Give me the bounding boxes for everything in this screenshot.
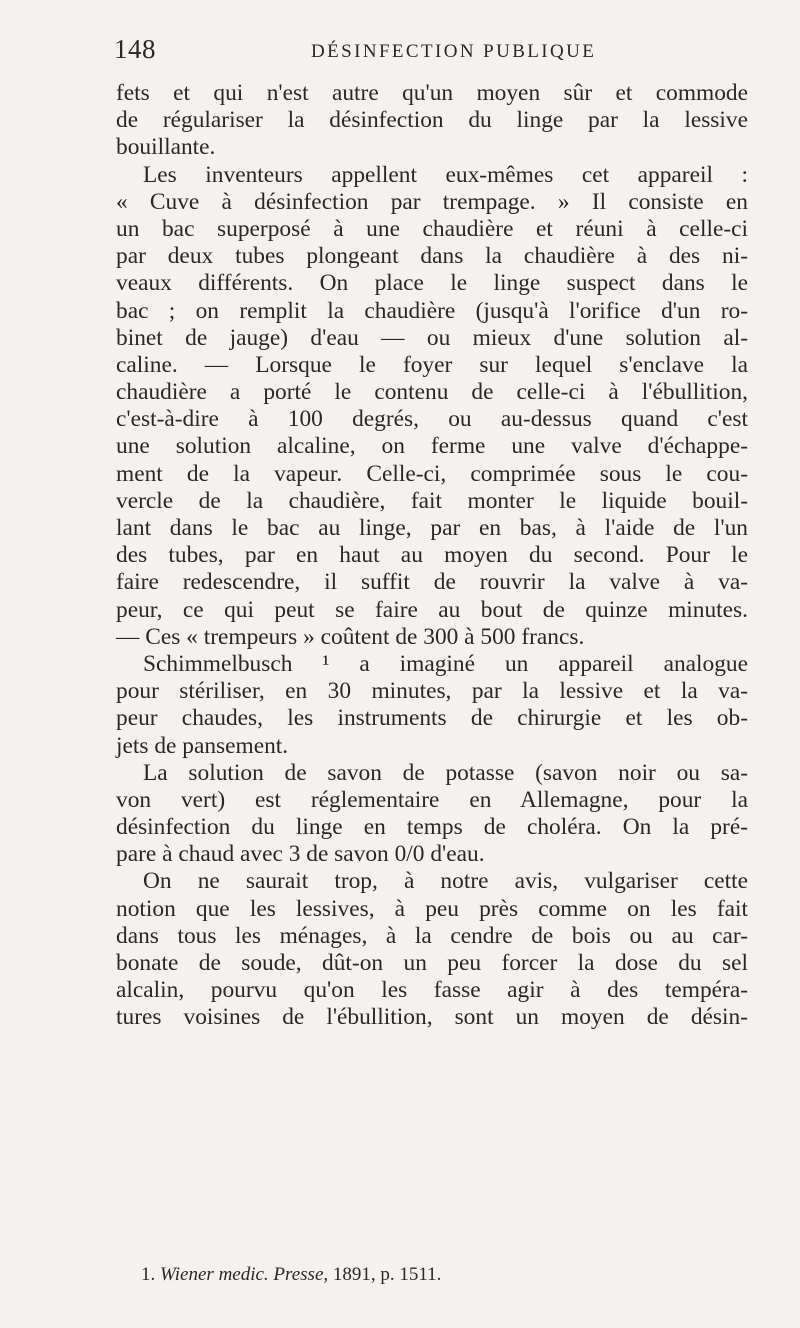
text-line: von vert) est réglementaire en Allemagne, pour la bbox=[116, 786, 748, 813]
text-line: par deux tubes plongeant dans la chaudière à des ni- bbox=[116, 243, 748, 270]
text-line: « Cuve à désinfection par trempage. » Il consiste en bbox=[116, 188, 748, 215]
text-line: On ne saurait trop, à notre avis, vulgariser cette bbox=[143, 868, 748, 895]
text-line: vercle de la chaudière, fait monter le liquide bouil- bbox=[116, 487, 748, 514]
text-line: bac ; on remplit la chaudière (jusqu'à l'orifice d'un ro- bbox=[116, 297, 748, 324]
text-line: pare à chaud avec 3 de savon 0/0 d'eau. bbox=[116, 841, 485, 868]
footnote-number: 1. bbox=[141, 1264, 156, 1285]
text-line: dans tous les ménages, à la cendre de bois ou au car- bbox=[116, 922, 748, 949]
page-number: 148 bbox=[114, 34, 156, 64]
text-line: un bac superposé à une chaudière et réuni à celle-ci bbox=[116, 215, 748, 242]
text-line: faire redescendre, il suffit de rouvrir la valve à va- bbox=[116, 569, 748, 596]
text-line: désinfection du linge en temps de choléra. On la pré- bbox=[116, 814, 748, 841]
text-line: de régulariser la désinfection du linge par la lessive bbox=[116, 107, 748, 134]
text-line: pour stériliser, en 30 minutes, par la lessive et la va- bbox=[116, 678, 748, 705]
text-line: fets et qui n'est autre qu'un moyen sûr et commode bbox=[116, 80, 748, 106]
text-line: peur, ce qui peut se faire au bout de quinze minutes. bbox=[116, 596, 748, 623]
text-line: peur chaudes, les instruments de chirurgie et les ob- bbox=[116, 705, 748, 732]
text-line: notion que les lessives, à peu près comme on les fait bbox=[116, 895, 748, 922]
text-line: bonate de soude, dût-on un peu forcer la dose du sel bbox=[116, 950, 748, 976]
text-line: lant dans le bac au linge, par en bas, à l'aide de l'un bbox=[116, 515, 748, 541]
text-line: des tubes, par en haut au moyen du second. Pour le bbox=[116, 542, 748, 569]
body-text bbox=[116, 80, 748, 1032]
footnote-journal: Wiener medic. Presse, bbox=[160, 1264, 329, 1285]
text-line: binet de jauge) d'eau — ou mieux d'une solution al- bbox=[116, 324, 748, 351]
text-line: La solution de savon de potasse (savon noir ou sa- bbox=[143, 759, 748, 786]
text-line: jets de pansement. bbox=[116, 732, 289, 759]
text-line: ment de la vapeur. Celle-ci, comprimée sous le cou- bbox=[116, 460, 748, 487]
footnote-details: 1891, p. 1511. bbox=[332, 1264, 442, 1285]
text-line: chaudière a porté le contenu de celle-ci à l'ébullition, bbox=[116, 379, 748, 406]
text-line: tures voisines de l'ébullition, sont un moyen de désin- bbox=[116, 1004, 748, 1031]
running-head: DÉSINFECTION PUBLIQUE bbox=[311, 41, 597, 62]
text-line: c'est-à-dire à 100 degrés, ou au-dessus quand c'est bbox=[116, 406, 748, 433]
text-line: caline. — Lorsque le foyer sur lequel s'enclave la bbox=[116, 351, 748, 378]
text-line: une solution alcaline, on ferme une valve d'échappe- bbox=[116, 433, 748, 460]
text-line: — Ces « trempeurs » coûtent de 300 à 500 francs. bbox=[116, 623, 585, 650]
text-line: alcalin, pourvu qu'on les fasse agir à des tempéra- bbox=[116, 977, 748, 1004]
text-line: Schimmelbusch ¹ a imaginé un appareil analogue bbox=[143, 650, 748, 677]
text-line: bouillante. bbox=[116, 134, 216, 161]
footnote bbox=[141, 1264, 741, 1286]
page-header bbox=[114, 34, 748, 70]
text-line: Les inventeurs appellent eux-mêmes cet appareil : bbox=[143, 161, 748, 188]
text-line: veaux différents. On place le linge suspect dans le bbox=[116, 270, 748, 297]
